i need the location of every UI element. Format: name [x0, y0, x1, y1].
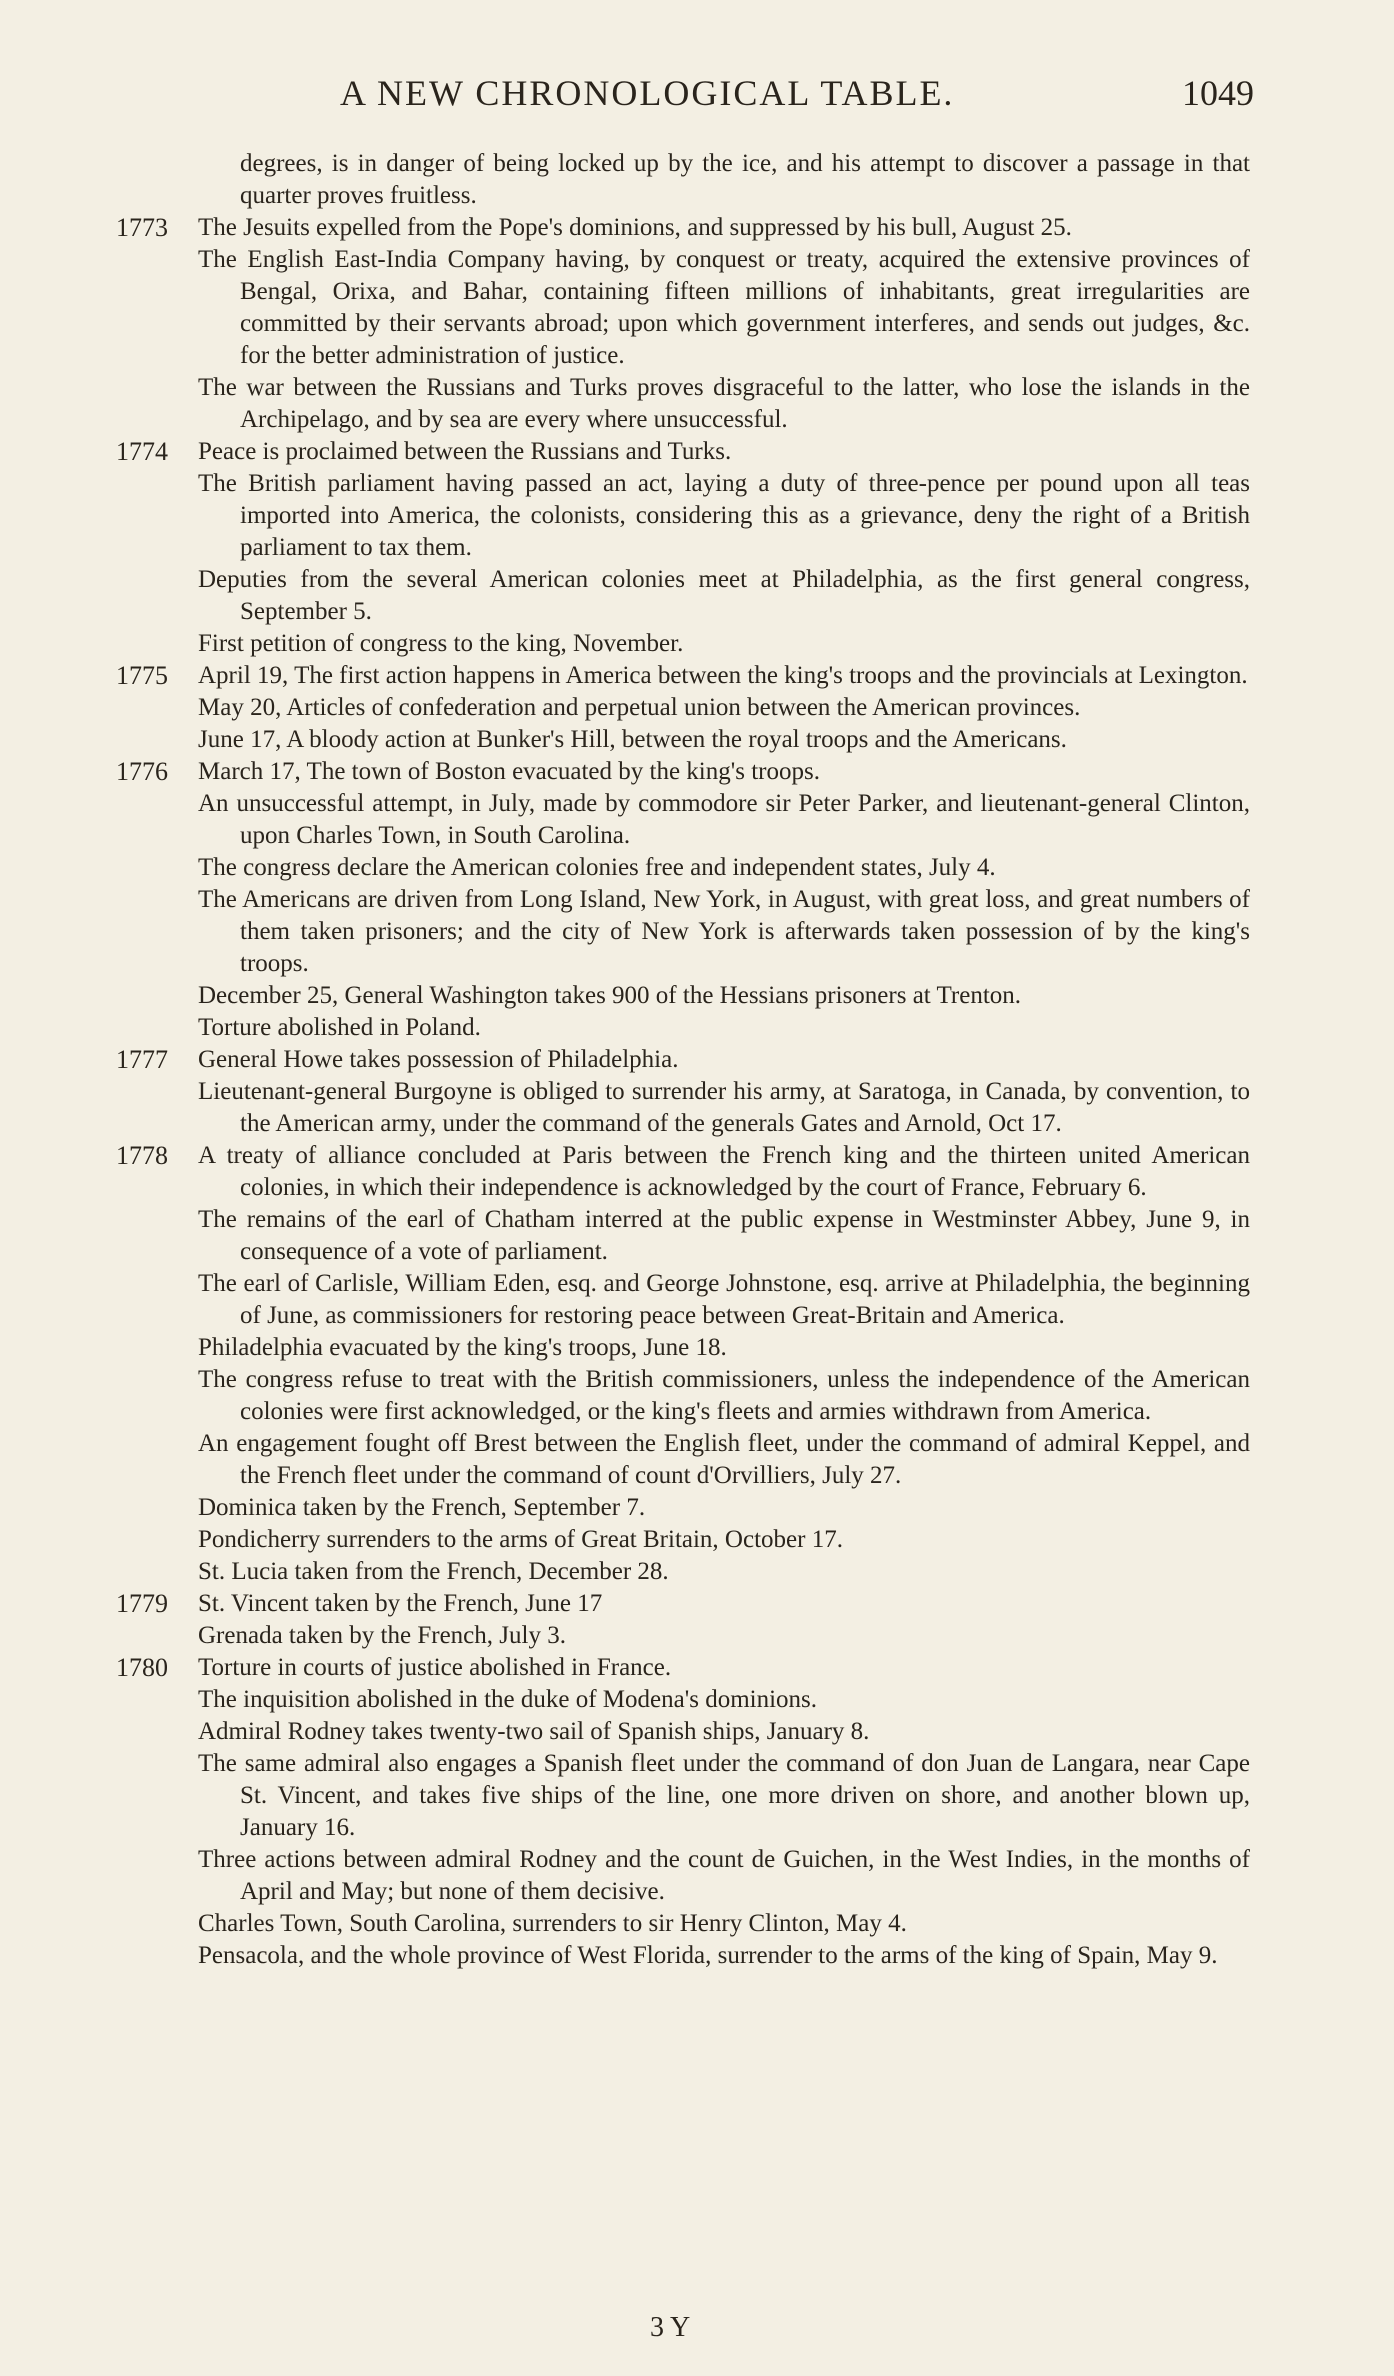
chronology-entry — [0, 1492, 1394, 1524]
chronology-entry — [0, 564, 1394, 628]
entry-text: March 17, The town of Boston evacuated by the king's troops. — [198, 758, 820, 785]
entry-text: The same admiral also engages a Spanish fleet under the command of don Juan de Langara, near Cape St. Vincent, and takes five ships of the line, one more driven on shore, and another blown up, January 16. — [198, 1750, 1250, 1841]
chronology-entry — [0, 1844, 1394, 1908]
entry-text: St. Lucia taken from the French, December 28. — [198, 1558, 669, 1585]
chronology-entry — [0, 1044, 1394, 1076]
chronology-list — [0, 148, 1394, 1972]
entry-text: December 25, General Washington takes 900 of the Hessians prisoners at Trenton. — [198, 982, 1022, 1009]
chronology-entry — [0, 1556, 1394, 1588]
chronology-entry — [0, 1684, 1394, 1716]
entry-year: 1778 — [116, 1141, 168, 1170]
chronology-entry — [0, 1268, 1394, 1332]
chronology-entry — [0, 1076, 1394, 1140]
chronology-entry — [0, 244, 1394, 372]
chronology-entry — [0, 980, 1394, 1012]
chronology-entry — [0, 1140, 1394, 1204]
entry-year: 1780 — [116, 1653, 168, 1682]
chronology-entry — [0, 1364, 1394, 1428]
chronology-entry — [0, 660, 1394, 692]
chronology-entry — [0, 884, 1394, 980]
entry-text: Peace is proclaimed between the Russians and Turks. — [198, 438, 732, 465]
entry-text: Pondicherry surrenders to the arms of Great Britain, October 17. — [198, 1526, 843, 1553]
chronology-entry — [0, 212, 1394, 244]
chronology-entry — [0, 1748, 1394, 1844]
entry-text: The English East-India Company having, by conquest or treaty, acquired the extensive provinces of Bengal, Orixa, and Bahar, containing fifteen millions of inhabitants, great irregularities are committed by their servants abroad; upon which government interferes, and sends out judges, &c. for the better administration of justice. — [198, 246, 1250, 369]
entry-text: The Jesuits expelled from the Pope's dominions, and suppressed by his bull, August 25. — [198, 214, 1072, 241]
chronology-entry — [0, 1940, 1394, 1972]
entry-year: 1774 — [116, 437, 168, 466]
entry-text: The earl of Carlisle, William Eden, esq. and George Johnstone, esq. arrive at Philadelphia, the beginning of June, as commissioners for restoring peace between Great-Britain and America. — [198, 1270, 1250, 1329]
entry-text: The congress refuse to treat with the British commissioners, unless the independence of the American colonies were first acknowledged, or the king's fleets and armies withdrawn from America. — [198, 1366, 1250, 1425]
entry-text: Torture in courts of justice abolished in France. — [198, 1654, 672, 1681]
chronology-entry — [0, 1204, 1394, 1268]
signature-mark: 3 Y — [650, 2312, 691, 2343]
entry-text: Pensacola, and the whole province of West Florida, surrender to the arms of the king of Spain, May 9. — [198, 1942, 1218, 1969]
chronology-entry — [0, 1716, 1394, 1748]
entry-text: Grenada taken by the French, July 3. — [198, 1622, 566, 1649]
chronology-entry — [0, 788, 1394, 852]
chronology-entry — [0, 436, 1394, 468]
entry-text: An engagement fought off Brest between the English fleet, under the command of admiral Keppel, and the French fleet under the command of count d'Orvilliers, July 27. — [198, 1430, 1250, 1489]
entry-text: Three actions between admiral Rodney and the count de Guichen, in the West Indies, in the months of April and May; but none of them decisive. — [198, 1846, 1250, 1905]
chronology-entry — [0, 1332, 1394, 1364]
entry-text: The British parliament having passed an act, laying a duty of three-pence per pound upon all teas imported into America, the colonists, considering this as a grievance, deny the right of a British parliament to tax them. — [198, 470, 1250, 561]
entry-year: 1775 — [116, 661, 168, 690]
entry-text: The congress declare the American colonies free and independent states, July 4. — [198, 854, 996, 881]
entry-text: June 17, A bloody action at Bunker's Hill, between the royal troops and the Americans. — [198, 726, 1067, 753]
chronology-entry — [0, 852, 1394, 884]
entry-text: May 20, Articles of confederation and perpetual union between the American provinces. — [198, 694, 1081, 721]
entry-text: Philadelphia evacuated by the king's troops, June 18. — [198, 1334, 727, 1361]
page-number: 1049 — [1182, 73, 1254, 113]
chronology-entry — [0, 468, 1394, 564]
chronology-entry — [0, 1588, 1394, 1620]
entry-text: Deputies from the several American colonies meet at Philadelphia, as the first general congress, September 5. — [198, 566, 1250, 625]
chronology-entry — [0, 724, 1394, 756]
running-header — [0, 72, 1394, 132]
entry-text: The remains of the earl of Chatham interred at the public expense in Westminster Abbey, June 9, in consequence of a vote of parliament. — [198, 1206, 1250, 1265]
chronology-entry — [0, 1652, 1394, 1684]
entry-text: The Americans are driven from Long Island, New York, in August, with great loss, and great numbers of them taken prisoners; and the city of New York is afterwards taken possession of by the king's troops. — [198, 886, 1250, 977]
chronology-entry — [0, 1524, 1394, 1556]
chronology-entry — [0, 1428, 1394, 1492]
entry-text: St. Vincent taken by the French, June 17 — [198, 1590, 603, 1617]
entry-text: Admiral Rodney takes twenty-two sail of Spanish ships, January 8. — [198, 1718, 870, 1745]
chronology-entry — [0, 1620, 1394, 1652]
entry-text: First petition of congress to the king, November. — [198, 630, 684, 657]
entry-text: Torture abolished in Poland. — [198, 1014, 481, 1041]
entry-year: 1779 — [116, 1589, 168, 1618]
entry-text: April 19, The first action happens in America between the king's troops and the provincials at Lexington. — [198, 662, 1248, 689]
entry-text: The war between the Russians and Turks proves disgraceful to the latter, who lose the islands in the Archipelago, and by sea are every where unsuccessful. — [198, 374, 1250, 433]
entry-text: A treaty of alliance concluded at Paris between the French king and the thirteen united American colonies, in which their independence is acknowledged by the court of France, February 6. — [198, 1142, 1250, 1201]
chronology-entry — [0, 372, 1394, 436]
chronology-entry — [0, 756, 1394, 788]
entry-text: Charles Town, South Carolina, surrenders to sir Henry Clinton, May 4. — [198, 1910, 907, 1937]
entry-year: 1773 — [116, 213, 168, 242]
entry-text: degrees, is in danger of being locked up by the ice, and his attempt to discover a passage in that quarter proves fruitless. — [240, 150, 1250, 209]
entry-text: Dominica taken by the French, September 7. — [198, 1494, 646, 1521]
chronology-entry — [0, 1908, 1394, 1940]
chronology-entry — [0, 148, 1394, 212]
entry-text: An unsuccessful attempt, in July, made by commodore sir Peter Parker, and lieutenant-general Clinton, upon Charles Town, in South Carolina. — [198, 790, 1250, 849]
entry-year: 1777 — [116, 1045, 168, 1074]
page-title: A NEW CHRONOLOGICAL TABLE. — [340, 73, 955, 113]
chronology-entry — [0, 1012, 1394, 1044]
entry-text: Lieutenant-general Burgoyne is obliged to surrender his army, at Saratoga, in Canada, by convention, to the American army, under the command of the generals Gates and Arnold, Oct 17. — [198, 1078, 1250, 1137]
entry-text: The inquisition abolished in the duke of Modena's dominions. — [198, 1686, 818, 1713]
entry-text: General Howe takes possession of Philadelphia. — [198, 1046, 679, 1073]
chronology-entry — [0, 692, 1394, 724]
entry-year: 1776 — [116, 757, 168, 786]
chronology-entry — [0, 628, 1394, 660]
